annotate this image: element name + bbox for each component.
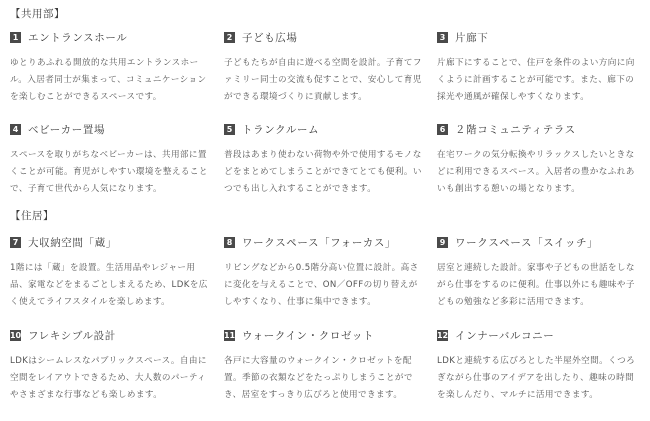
feature-item-community-terrace (437, 122, 637, 199)
feature-item-flexible-design (10, 328, 210, 405)
item-number-badge: 2 (224, 32, 235, 43)
item-title: 片廊下 (455, 31, 489, 44)
feature-item-stroller-storage (10, 122, 210, 199)
item-description: 在宅ワークの気分転換やリラックスしたいときなどに利用できるスペース。入居者の豊かなふれあいも創出する憩いの場となります。 (437, 150, 635, 195)
item-number-badge: 4 (10, 124, 21, 135)
feature-item-entrance-hall (10, 30, 210, 107)
item-number-badge: 5 (224, 124, 235, 135)
item-description: 居室と連続した設計。家事や子どもの世話をしながら仕事をするのに便利。仕事以外にも趣味や子どもの勉強など多彩に活用できます。 (437, 263, 635, 308)
item-description: 片廊下にすることで、住戸を条件のよい方向に向くように計画することが可能です。また、廊下の採光や通風が確保しやすくなります。 (437, 58, 635, 103)
feature-item-walk-in-closet (224, 328, 424, 405)
feature-item-trunk-room (224, 122, 424, 199)
feature-item-inner-balcony (437, 328, 637, 405)
item-title: フレキシブル設計 (28, 329, 116, 342)
feature-item-storage-kura (10, 235, 210, 312)
item-title: 子ども広場 (242, 31, 298, 44)
feature-item-kids-plaza (224, 30, 424, 107)
item-title: エントランスホール (28, 31, 128, 44)
item-number-badge: 7 (10, 237, 21, 248)
item-description: 1階には「蔵」を設置。生活用品やレジャー用品、家電などをまるごとしまえるため、LDKを広く使えてライフスタイルを楽しめます。 (10, 263, 208, 308)
item-description: リビングなどから0.5階分高い位置に設計。高さに変化を与えることで、ON／OFFの切り替えがしやすくなり、仕事に集中できます。 (224, 263, 419, 308)
item-number-badge: 1 (10, 32, 21, 43)
section-title-common-area: 【共用部】 (10, 8, 65, 20)
item-description: 普段はあまり使わない荷物や外で使用するモノなどをまとめてしまうことができてとても便利。いつでも出し入れすることができます。 (224, 150, 422, 195)
item-title: ワークスペース「スイッチ」 (455, 236, 599, 249)
item-description: 各戸に大容量のウォークイン・クロゼットを配置。季節の衣類などをたっぷりしまうことができ、居室をすっきり広びろと使用できます。 (224, 356, 413, 401)
item-description: 子どもたちが自由に遊べる空間を設計。子育てファミリー同士の交流も促すことで、安心して育児ができる環境づくりに貢献します。 (224, 58, 422, 103)
item-title: ベビーカー置場 (28, 123, 106, 136)
item-number-badge: 6 (437, 124, 448, 135)
item-number-badge: 10 (9, 330, 22, 340)
item-description: LDKと連続する広びろとした半屋外空間。くつろぎながら仕事のアイデアを出したり、趣味の時間を楽しんだり、マルチに活用できます。 (437, 356, 636, 401)
item-title: ウォークイン・クロゼット (242, 329, 375, 342)
section-title-residence: 【住居】 (10, 210, 54, 222)
feature-item-workspace-switch (437, 235, 637, 312)
item-number-badge: 12 (436, 330, 449, 340)
item-description: ゆとりあふれる開放的な共用エントランスホール。入居者同士が集まって、コミュニケーションを楽しむことができるスペースです。 (10, 58, 207, 103)
item-title: インナーバルコニー (455, 329, 555, 342)
item-number-badge: 8 (224, 237, 235, 248)
item-title: 大収納空間「蔵」 (28, 236, 117, 249)
item-number-badge: 3 (437, 32, 448, 43)
feature-item-workspace-focus (224, 235, 424, 312)
item-description: LDKはシームレスなパブリックスペース。自由に空間をレイアウトできるため、大人数のパーティやさまざまな行事なども楽しめます。 (10, 356, 207, 401)
item-description: スペースを取りがちなベビーカーは、共用部に置くことが可能。育児がしやすい環境を整えることで、子育て世代から人気になります。 (10, 150, 208, 195)
item-title: ２階コミュニティテラス (455, 123, 576, 136)
feature-item-single-corridor (437, 30, 637, 107)
item-number-badge: 11 (223, 330, 236, 340)
item-title: ワークスペース「フォーカス」 (242, 236, 397, 249)
item-number-badge: 9 (437, 237, 448, 248)
item-title: トランクルーム (242, 123, 320, 136)
